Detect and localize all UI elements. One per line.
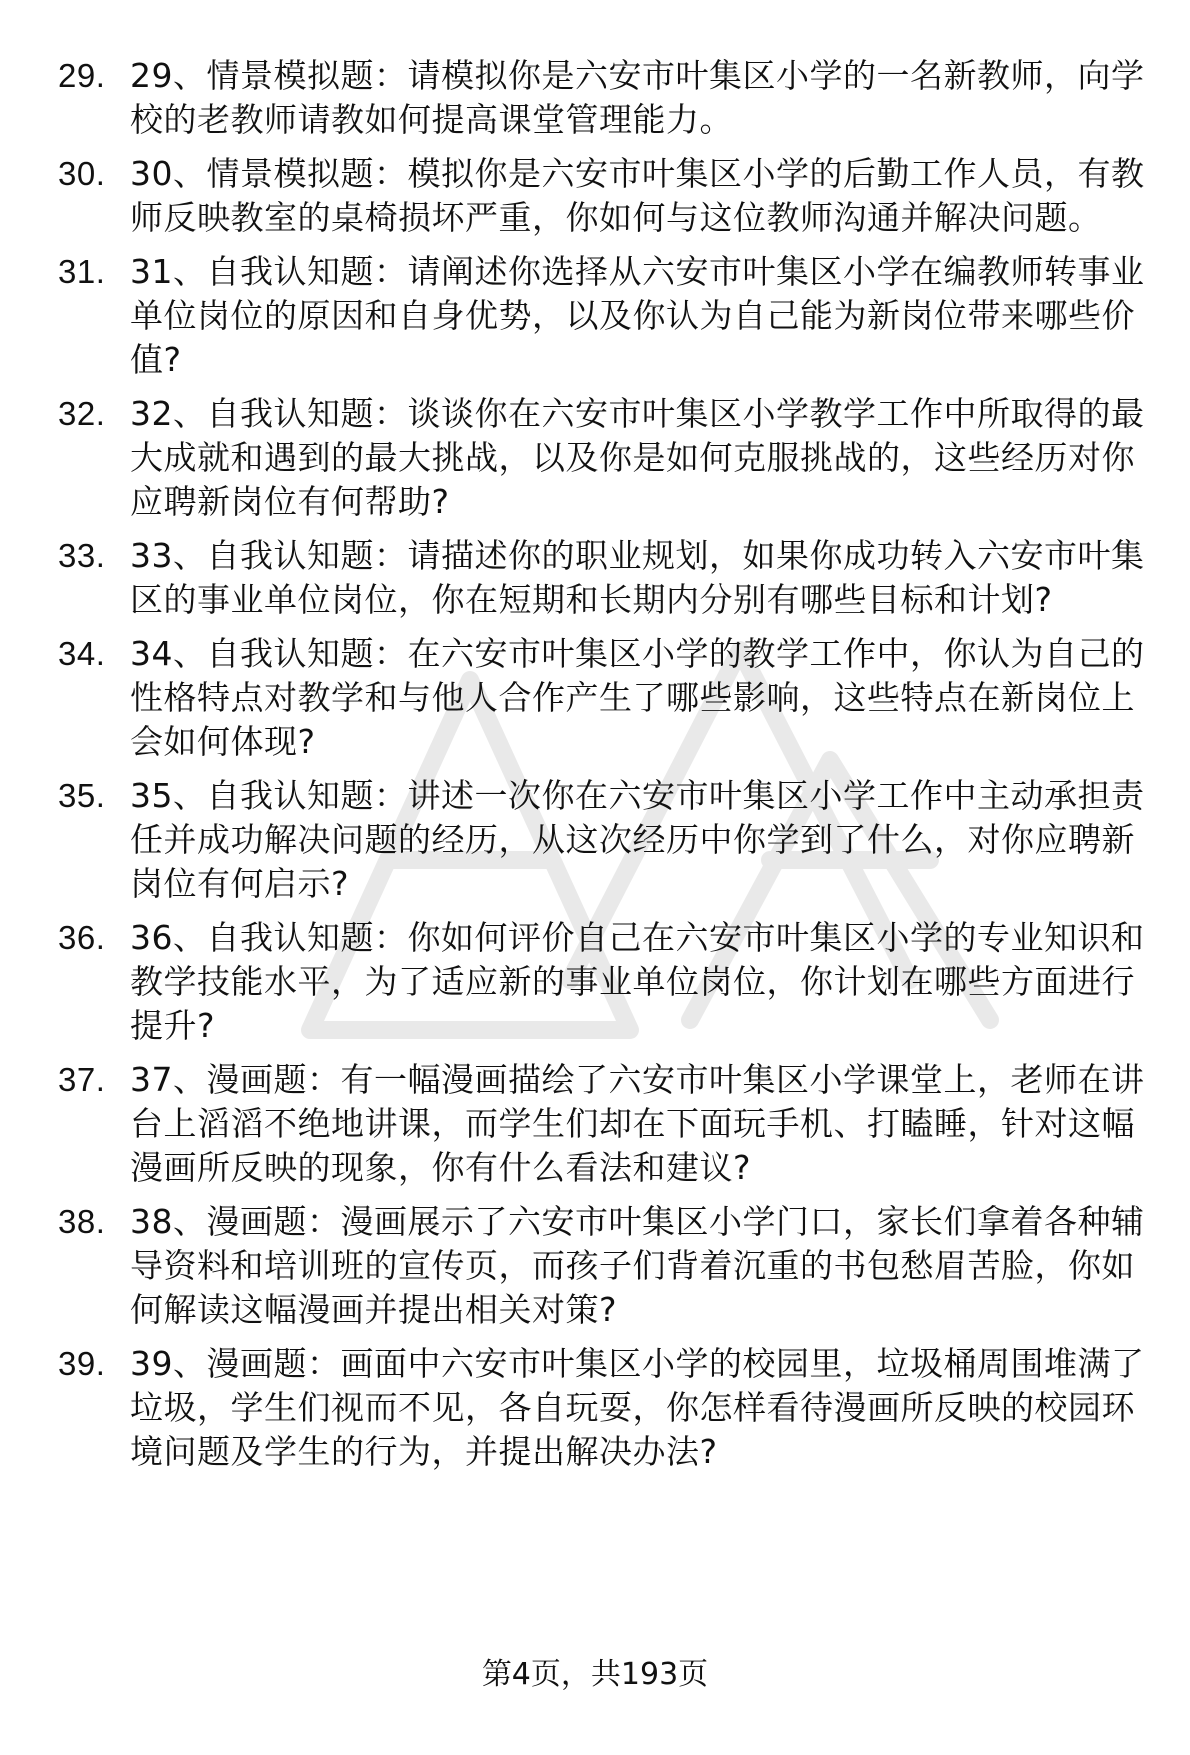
question-text: 29、情景模拟题：请模拟你是六安市叶集区小学的一名新教师，向学校的老教师请教如何提高课堂管理能力。 <box>130 56 1145 139</box>
question-item-31 <box>58 250 1148 382</box>
question-number: 37. <box>58 1061 106 1098</box>
question-text: 35、自我认知题：讲述一次你在六安市叶集区小学工作中主动承担责任并成功解决问题的经历，从这次经历中你学到了什么，对你应聘新岗位有何启示? <box>130 776 1145 903</box>
page-number: 第4页，共193页 <box>481 1657 709 1692</box>
question-item-37 <box>58 1058 1148 1190</box>
question-number: 30. <box>58 155 106 192</box>
question-item-34 <box>58 632 1148 764</box>
question-number: 38. <box>58 1203 106 1240</box>
page-footer <box>0 1655 1190 1695</box>
question-number: 33. <box>58 537 106 574</box>
question-item-33 <box>58 534 1148 622</box>
question-text: 33、自我认知题：请描述你的职业规划，如果你成功转入六安市叶集区的事业单位岗位，你在短期和长期内分别有哪些目标和计划? <box>130 536 1145 619</box>
question-number: 34. <box>58 635 106 672</box>
question-number: 39. <box>58 1345 106 1382</box>
question-item-29 <box>58 54 1148 142</box>
question-text: 39、漫画题：画面中六安市叶集区小学的校园里，垃圾桶周围堆满了垃圾，学生们视而不见，各自玩耍，你怎样看待漫画所反映的校园环境问题及学生的行为，并提出解决办法? <box>130 1344 1145 1471</box>
question-text: 31、自我认知题：请阐述你选择从六安市叶集区小学在编教师转事业单位岗位的原因和自身优势，以及你认为自己能为新岗位带来哪些价值? <box>130 252 1145 379</box>
question-number: 32. <box>58 395 106 432</box>
question-number: 31. <box>58 253 106 290</box>
question-number: 29. <box>58 57 106 94</box>
question-item-36 <box>58 916 1148 1048</box>
question-text: 32、自我认知题：谈谈你在六安市叶集区小学教学工作中所取得的最大成就和遇到的最大挑战，以及你是如何克服挑战的，这些经历对你应聘新岗位有何帮助? <box>130 394 1145 521</box>
question-item-35 <box>58 774 1148 906</box>
question-item-39 <box>58 1342 1148 1474</box>
question-text: 38、漫画题：漫画展示了六安市叶集区小学门口，家长们拿着各种辅导资料和培训班的宣传页，而孩子们背着沉重的书包愁眉苦脸，你如何解读这幅漫画并提出相关对策? <box>130 1202 1145 1329</box>
question-text: 36、自我认知题：你如何评价自己在六安市叶集区小学的专业知识和教学技能水平，为了适应新的事业单位岗位，你计划在哪些方面进行提升? <box>130 918 1145 1045</box>
question-item-32 <box>58 392 1148 524</box>
question-number: 35. <box>58 777 106 814</box>
question-item-38 <box>58 1200 1148 1332</box>
question-number: 36. <box>58 919 106 956</box>
question-text: 30、情景模拟题：模拟你是六安市叶集区小学的后勤工作人员，有教师反映教室的桌椅损坏严重，你如何与这位教师沟通并解决问题。 <box>130 154 1145 237</box>
question-text: 37、漫画题：有一幅漫画描绘了六安市叶集区小学课堂上，老师在讲台上滔滔不绝地讲课，而学生们却在下面玩手机、打瞌睡，针对这幅漫画所反映的现象，你有什么看法和建议? <box>130 1060 1145 1187</box>
question-text: 34、自我认知题：在六安市叶集区小学的教学工作中，你认为自己的性格特点对教学和与他人合作产生了哪些影响，这些特点在新岗位上会如何体现? <box>130 634 1145 761</box>
question-list <box>58 54 1148 1484</box>
question-item-30 <box>58 152 1148 240</box>
